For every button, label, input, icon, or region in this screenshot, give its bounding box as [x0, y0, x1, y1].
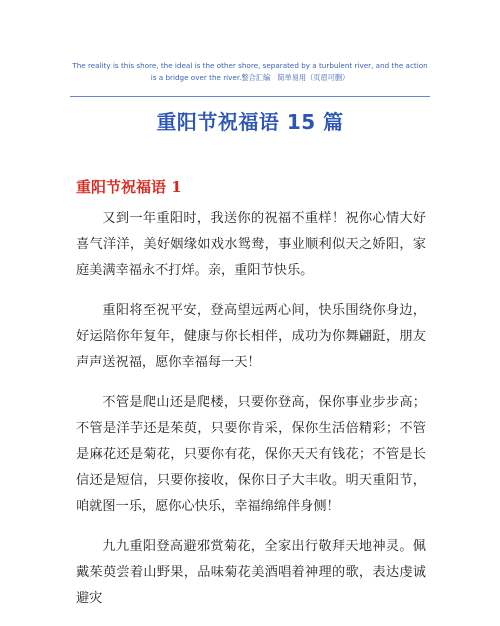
page-header [70, 60, 430, 84]
document-title: 重阳节祝福语 15 篇 [156, 110, 344, 134]
header-divider [70, 96, 430, 97]
paragraph: 又到一年重阳时，我送你的祝福不重样！祝你心情大好喜气洋洋，美好姻缘如戏水鸳鸯，事业顺利似天之娇阳，家庭美满幸福永不打烊。亲，重阳节快乐。 [76, 211, 426, 278]
section-heading: 重阳节祝福语 1 [76, 178, 182, 196]
document-body [76, 206, 426, 626]
header-quote: The reality is this shore, the ideal is the other shore, separated by a turbulent river, and the action is a bridge over the river. [72, 61, 428, 82]
paragraph: 不管是爬山还是爬楼，只要你登高，保你事业步步高；不管是洋芋还是茱萸，只要你肯采，保你生活倍精彩；不管是麻花还是菊花，只要你有花，保你天天有钱花；不管是长信还是短信，只要你接收，保你日子大丰收。明天重阳节，咱就图一乐，愿你心快乐，幸福绵绵伴身侧！ [76, 395, 426, 514]
paragraph: 九九重阳登高避邪赏菊花，全家出行敬拜天地神灵。佩戴茱萸尝着山野果，品味菊花美酒唱着神理的歌，表达虔诚避灾 [76, 539, 426, 606]
header-note: 整合汇编 简单易用（页眉可删） [241, 73, 350, 82]
paragraph: 重阳将至祝平安，登高望远两心间，快乐围绕你身边，好运陪你年复年，健康与你长相伴，成功为你舞翩跹，朋友声声送祝福，愿你幸福每一天！ [76, 303, 426, 370]
